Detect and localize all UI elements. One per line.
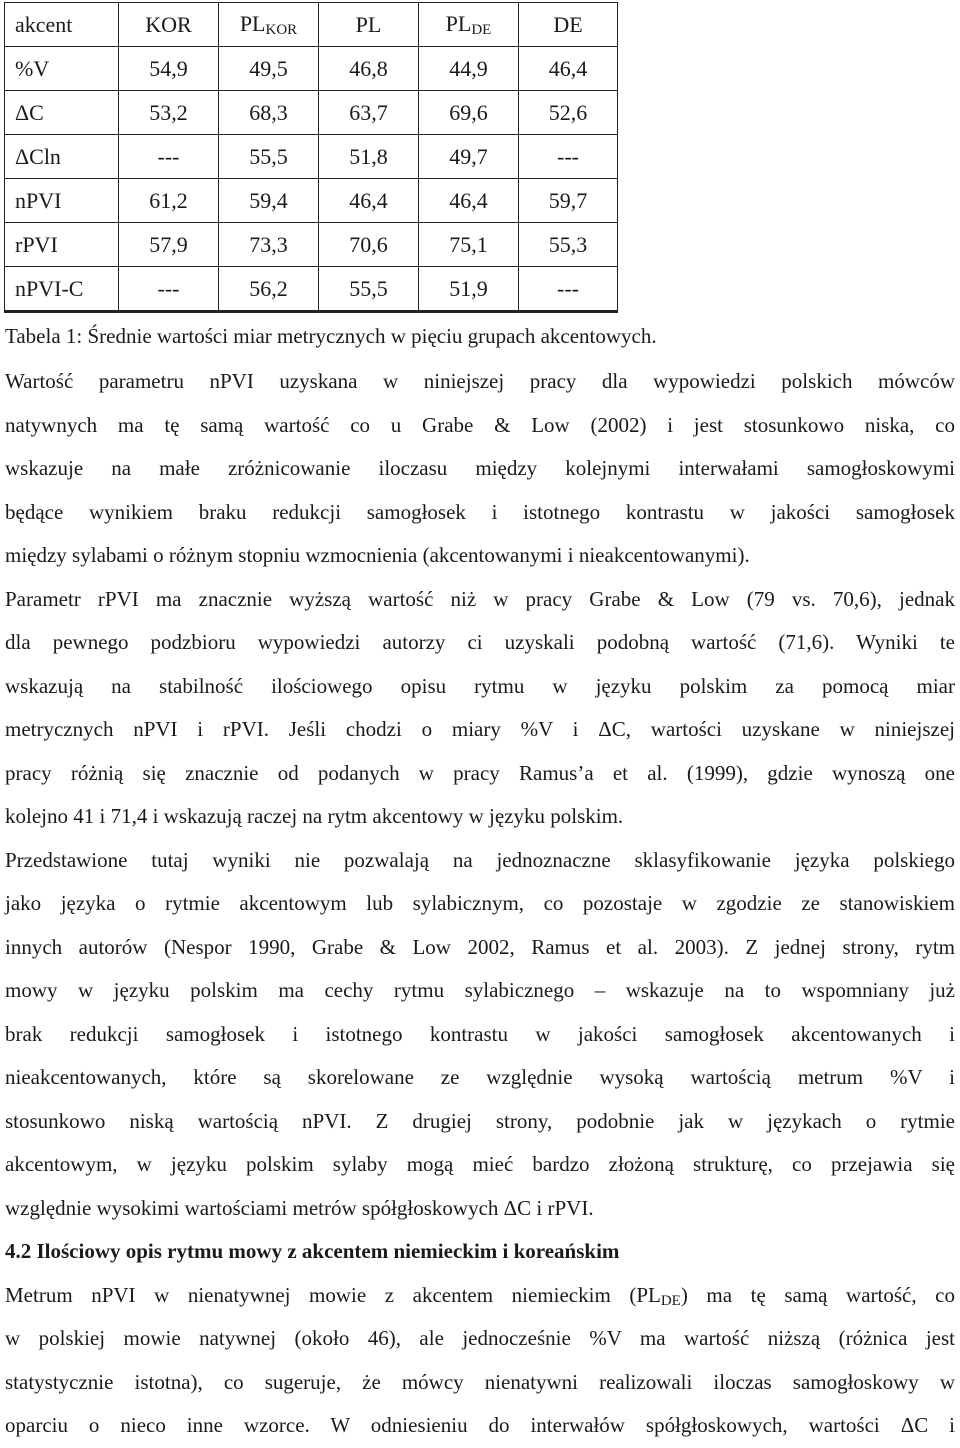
table-cell: 46,4 xyxy=(519,47,618,91)
table-cell: 73,3 xyxy=(219,223,319,267)
table-row xyxy=(5,179,618,223)
table-cell: 55,5 xyxy=(219,135,319,179)
text-line: wskazuje na małe zróżnicowanie iloczasu między kolejnymi interwałami samogłoskowymi xyxy=(5,456,955,480)
metrics-table xyxy=(4,2,618,313)
table-cell: 59,4 xyxy=(219,179,319,223)
body-text xyxy=(5,360,955,1448)
section-heading: 4.2 Ilościowy opis rytmu mowy z akcentem niemieckim i koreańskim xyxy=(5,1239,620,1263)
text-line: między sylabami o różnym stopniu wzmocnienia (akcentowanymi i nieakcentowanymi). xyxy=(5,543,750,567)
text-line: Przedstawione tutaj wyniki nie pozwalają na jednoznaczne sklasyfikowanie języka polskiego xyxy=(5,847,955,872)
text-line: mowy w języku polskim ma cechy rytmu sylabicznego – wskazuje na to wspomniany już xyxy=(5,978,955,1002)
text-line: natywnych ma tę samą wartość co u Grabe & Low (2002) i jest stosunkowo niska, co xyxy=(5,412,955,437)
table-header-row xyxy=(5,3,618,47)
header-cell-pl: PL xyxy=(319,3,419,47)
table-cell: 63,7 xyxy=(319,91,419,135)
table-cell: 75,1 xyxy=(419,223,519,267)
table-row xyxy=(5,47,618,91)
table-cell: 52,6 xyxy=(519,91,618,135)
header-subscript: DE xyxy=(471,21,492,38)
table-cell: 56,2 xyxy=(219,267,319,312)
text-line: względnie wysokimi wartościami metrów spółgłoskowych ΔC i rPVI. xyxy=(5,1195,594,1220)
text-line: brak redukcji samogłosek i istotnego kontrastu w jakości samogłosek akcentowanych i xyxy=(5,1021,955,1046)
table-cell: %V xyxy=(5,47,119,91)
text-segment: ) ma tę samą wartość, co xyxy=(680,1282,955,1307)
text-line: statystycznie istotna), co sugeruje, że mówcy nienatywni realizowali iloczas samogłoskowy w xyxy=(5,1369,955,1394)
table-cell: ΔCln xyxy=(5,135,119,179)
text-line: Wartość parametru nPVI uzyskana w niniejszej pracy dla wypowiedzi polskich mówców xyxy=(5,369,955,393)
text-line: nieakcentowanych, które są skorelowane ze względnie wysoką wartością metrum %V i xyxy=(5,1065,955,1089)
table-cell: --- xyxy=(119,267,219,312)
table-cell: 53,2 xyxy=(119,91,219,135)
text-line: akcentowym, w języku polskim sylaby mogą mieć bardzo złożoną strukturę, co przejawia się xyxy=(5,1152,955,1176)
table-cell: rPVI xyxy=(5,223,119,267)
table-cell: 49,5 xyxy=(219,47,319,91)
table-cell: 70,6 xyxy=(319,223,419,267)
table-cell: 59,7 xyxy=(519,179,618,223)
table-cell: 54,9 xyxy=(119,47,219,91)
text-line xyxy=(5,1274,955,1318)
paragraph-1 xyxy=(5,360,955,839)
table-cell: 57,9 xyxy=(119,223,219,267)
table-row xyxy=(5,223,618,267)
text-line: metrycznych nPVI i rPVI. Jeśli chodzi o miary %V i ΔC, wartości uzyskane w niniejszej xyxy=(5,717,955,741)
table-caption: Tabela 1: Średnie wartości miar metrycznych w pięciu grupach akcentowych. xyxy=(5,324,657,348)
text-line: wskazują na stabilność ilościowego opisu rytmu w języku polskim za pomocą miar xyxy=(5,673,955,698)
table-cell: --- xyxy=(519,267,618,312)
table-cell: 55,5 xyxy=(319,267,419,312)
table-row xyxy=(5,91,618,135)
table-row xyxy=(5,135,618,179)
table-cell: 46,4 xyxy=(419,179,519,223)
text-line: innych autorów (Nespor 1990, Grabe & Low 2002, Ramus et al. 2003). Z jednej strony, rytm xyxy=(5,934,955,959)
text-line: będące wynikiem braku redukcji samogłosek i istotnego kontrastu w jakości samogłosek xyxy=(5,499,955,524)
header-cell-pl-de: $PL_{DE}$ xyxy=(419,3,519,47)
text-line: Parametr rPVI ma znacznie wyższą wartość niż w pracy Grabe & Low (79 vs. 70,6), jednak xyxy=(5,586,955,611)
paragraph-3 xyxy=(5,1274,955,1448)
table-row xyxy=(5,267,618,312)
table-cell: 49,7 xyxy=(419,135,519,179)
text-line: dla pewnego podzbioru wypowiedzi autorzy ci uzyskali podobną wartość (71,6). Wyniki te xyxy=(5,630,955,654)
header-cell-kor: KOR xyxy=(119,3,219,47)
header-cell-akcent: akcent xyxy=(5,3,119,47)
table-cell: ΔC xyxy=(5,91,119,135)
table-cell: 51,9 xyxy=(419,267,519,312)
table-cell: 51,8 xyxy=(319,135,419,179)
text-line: jako języka o rytmie akcentowym lub sylabicznym, co pozostaje w zgodzie ze stanowiskiem xyxy=(5,891,955,915)
text-line: w polskiej mowie natywnej (około 46), ale jednocześnie %V ma wartość niższą (różnica jest xyxy=(5,1326,955,1350)
table-cell: 61,2 xyxy=(119,179,219,223)
table-cell: 68,3 xyxy=(219,91,319,135)
text-line: kolejno 41 i 71,4 i wskazują raczej na rytm akcentowy w języku polskim. xyxy=(5,804,624,828)
header-subscript: KOR xyxy=(265,21,298,38)
table-cell: nPVI-C xyxy=(5,267,119,312)
header-cell-pl-kor: $PL_{KOR}$ xyxy=(219,3,319,47)
text-line: pracy różnią się znacznie od podanych w pracy Ramus’a et al. (1999), gdzie wynoszą one xyxy=(5,760,955,785)
text-segment: Metrum nPVI w nienatywnej mowie z akcentem niemieckim (PL xyxy=(5,1282,661,1307)
table-cell: 44,9 xyxy=(419,47,519,91)
text-line: oparciu o nieco inne wzorce. W odniesieniu do interwałów spółgłoskowych, wartości ΔC i xyxy=(5,1413,955,1437)
text-line: stosunkowo niską wartością nPVI. Z drugiej strony, podobnie jak w językach o rytmie xyxy=(5,1108,955,1133)
paragraph-2 xyxy=(5,839,955,1231)
table-cell: 46,4 xyxy=(319,179,419,223)
table-cell: nPVI xyxy=(5,179,119,223)
header-cell-de: DE xyxy=(519,3,618,47)
table-cell: --- xyxy=(519,135,618,179)
table-cell: 69,6 xyxy=(419,91,519,135)
table-cell: 55,3 xyxy=(519,223,618,267)
table-cell: --- xyxy=(119,135,219,179)
text-subscript: DE xyxy=(660,1292,681,1309)
table-cell: 46,8 xyxy=(319,47,419,91)
